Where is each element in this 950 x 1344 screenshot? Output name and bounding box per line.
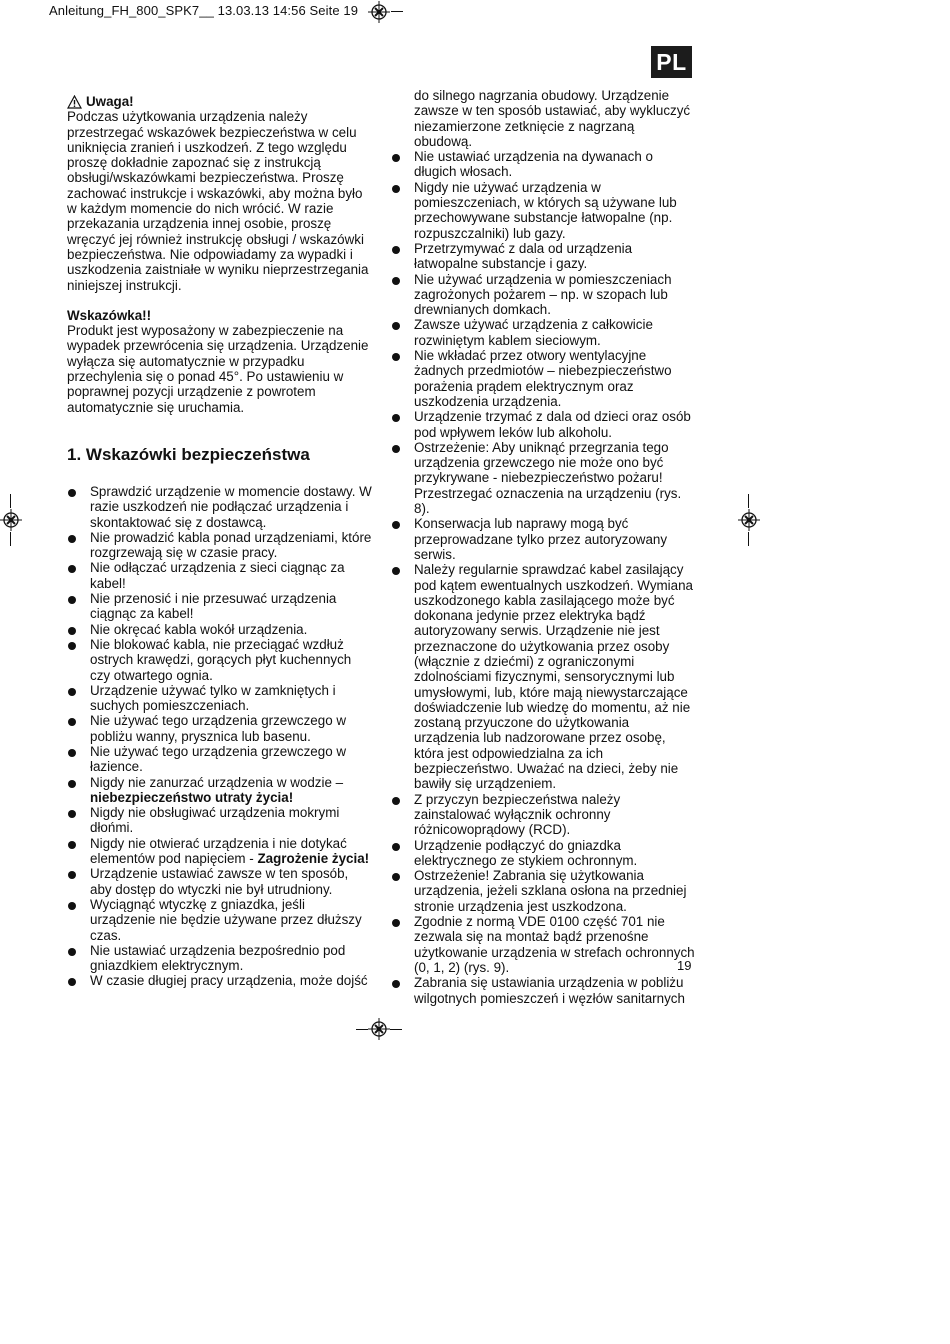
list-item: Nie przenosić i nie przesuwać urządzenia ciągnąc za kabel! — [67, 591, 372, 622]
right-intro-text: do silnego nagrzania obudowy. Urządzenie zawsze w ten sposób ustawiać, aby wykluczyć niezamierzone zetknięcie z nagrzaną obudową. — [414, 88, 691, 149]
list-item: Konserwacja lub naprawy mogą być przeprowadzane tylko przez autoryzowany serwis. — [391, 516, 696, 562]
header-page-label: Seite 19 — [309, 3, 359, 18]
list-item: Zawsze używać urządzenia z całkowicie rozwiniętym kablem sieciowym. — [391, 317, 696, 348]
warning-heading — [67, 94, 372, 109]
crop-line — [748, 532, 749, 546]
warning-title: Uwaga! — [86, 94, 134, 109]
bullet-dot-icon — [68, 627, 76, 635]
bullet-dot-icon — [392, 246, 400, 254]
registration-mark-icon — [368, 1018, 390, 1040]
bullet-dot-icon — [392, 414, 400, 422]
bullet-dot-icon — [392, 521, 400, 529]
crop-line — [10, 494, 11, 508]
list-item: Nigdy nie używać urządzenia w pomieszczeniach, w których są używane lub przechowywane substancje łatwopalne (np. rozpuszczalniki) lub gazy. — [391, 180, 696, 241]
crop-line — [10, 532, 11, 546]
list-item: Ostrzeżenie: Aby uniknąć przegrzania tego urządzenia grzewczego nie może ono być przykrywane - niebezpieczeństwo pożaru! Przestrzegać oznaczenia na urządzeniu (rys. 8). — [391, 440, 696, 516]
bullet-dot-icon — [68, 902, 76, 910]
list-item: Nie ustawiać urządzenia na dywanach o długich włosach. — [391, 149, 696, 180]
bullet-dot-icon — [68, 780, 76, 788]
bullet-dot-icon — [392, 873, 400, 881]
list-item: Nie wkładać przez otwory wentylacyjne żadnych przedmiotów – niebezpieczeństwo porażenia prądem elektrycznym oraz uszkodzenia urządzenia. — [391, 348, 696, 409]
bullet-dot-icon — [392, 797, 400, 805]
list-item: Urządzenie używać tylko w zamkniętych i suchych pomieszczeniach. — [67, 683, 372, 714]
left-column — [67, 94, 372, 989]
crop-line — [391, 11, 403, 12]
list-item: Nie używać tego urządzenia grzewczego w łazience. — [67, 744, 372, 775]
bullet-dot-icon — [392, 277, 400, 285]
list-item: Urządzenie podłączyć do gniazdka elektrycznego ze stykiem ochronnym. — [391, 838, 696, 869]
bullet-dot-icon — [392, 154, 400, 162]
list-item: Ostrzeżenie! Zabrania się użytkowania urządzenia, jeżeli szklana osłona na przedniej stronie urządzenia jest uszkodzona. — [391, 868, 696, 914]
registration-mark-icon — [738, 509, 760, 531]
bullet-dot-icon — [68, 841, 76, 849]
section-title: 1. Wskazówki bezpieczeństwa — [67, 444, 310, 464]
header-time: 14:56 — [272, 3, 306, 18]
bullet-dot-icon — [68, 871, 76, 879]
bullet-dot-icon — [392, 322, 400, 330]
list-item: Nigdy nie obsługiwać urządzenia mokrymi dłońmi. — [67, 805, 372, 836]
bullet-dot-icon — [68, 565, 76, 573]
hint-title: Wskazówka!! — [67, 307, 152, 323]
list-item: Urządzenie ustawiać zawsze w ten sposób, aby dostęp do wtyczki nie był utrudniony. — [67, 866, 372, 897]
right-column — [414, 88, 696, 1006]
crop-line — [390, 1029, 402, 1030]
list-item: Nie używać tego urządzenia grzewczego w pobliżu wanny, prysznica lub basenu. — [67, 713, 372, 744]
list-item: Nie używać urządzenia w pomieszczeniach zagrożonych pożarem – np. w szopach lub drewnianych domkach. — [391, 272, 696, 318]
list-item: Zgodnie z normą VDE 0100 część 701 nie zezwala się na montaż bądź przenośne użytkowanie urządzenia w strefach ochronnych (0, 1, 2) (rys. 9). — [391, 914, 696, 975]
bullet-dot-icon — [68, 948, 76, 956]
list-item: Nie okręcać kabla wokół urządzenia. — [67, 622, 372, 637]
list-item: Sprawdzić urządzenie w momencie dostawy. W razie uszkodzeń nie podłączać urządzenia i skontaktować się z dostawcą. — [67, 484, 372, 530]
list-item: Należy regularnie sprawdzać kabel zasilający pod kątem ewentualnych uszkodzeń. Wymiana uszkodzonego kabla zasilającego może być dokonana jedynie przez elektryka bądź autoryzowany serwis. Urządzenie nie jest przeznaczone do użytkowania przez osoby (włącznie z dziećmi) z ograniczonymi zdolnościami fizycznymi, sensorycznymi lub umysłowymi, lub, które mają niewystarczające doświadczenie lub wiedzę do momentu, aż nie zostaną przyuczone do użytkowania urządzenia lub nadzorowane przez osobę, która jest odpowiedzialna za ich bezpieczeństwo. Uważać na dzieci, żeby nie bawiły się urządzeniem. — [391, 562, 696, 791]
bullet-dot-icon — [68, 749, 76, 757]
list-item: Nie blokować kabla, nie przeciągać wzdłuż ostrych krawędzi, gorących płyt kuchennych czy otwartego ognia. — [67, 637, 372, 683]
bullet-dot-icon — [392, 445, 400, 453]
list-item: Urządzenie trzymać z dala od dzieci oraz osób pod wpływem leków lub alkoholu. — [391, 409, 696, 440]
bullet-dot-icon — [392, 980, 400, 988]
list-item: Nie odłączać urządzenia z sieci ciągnąc za kabel! — [67, 560, 372, 591]
bullet-dot-icon — [392, 185, 400, 193]
print-header — [49, 3, 358, 18]
list-item: Nigdy nie zanurzać urządzenia w wodzie – niebezpieczeństwo utraty życia! — [67, 775, 372, 806]
list-item: Nie ustawiać urządzenia bezpośrednio pod gniazdkiem elektrycznym. — [67, 943, 372, 974]
list-item: Nigdy nie otwierać urządzenia i nie dotykać elementów pod napięciem - Zagrożenie życia! — [67, 836, 372, 867]
bullet-dot-icon — [392, 353, 400, 361]
left-bullet-list — [67, 484, 372, 989]
list-item: Z przyczyn bezpieczeństwa należy zainstalować wyłącznik ochronny różnicowoprądowy (RCD). — [391, 792, 696, 838]
list-item: Wyciągnąć wtyczkę z gniazdka, jeśli urządzenie nie będzie używane przez dłuższy czas. — [67, 897, 372, 943]
bullet-dot-icon — [68, 642, 76, 650]
bullet-dot-icon — [68, 535, 76, 543]
right-bullet-list — [391, 149, 696, 1006]
page-number: 19 — [677, 958, 692, 973]
list-item: Przetrzymywać z dala od urządzenia łatwopalne substancje i gazy. — [391, 241, 696, 272]
bullet-dot-icon — [68, 489, 76, 497]
bullet-dot-icon — [68, 718, 76, 726]
warning-text: Podczas użytkowania urządzenia należy przestrzegać wskazówek bezpieczeństwa w celu uniknięcia zranień i uszkodzeń. Z tego względu proszę dokładnie zapoznać się z instrukcją obsługi/wskazówkami bezpieczeństwa. Proszę zachować instrukcje i wskazówki, aby można było w każdym momencie do nich wrócić. W razie przekazania urządzenia innej osobie, proszę wręczyć jej również instrukcję obsługi / wskazówki bezpieczeństwa. Nie odpowiadamy za wypadki i uszkodzenia zaistniałe w wyniku nieprzestrzegania niniejszej instrukcji. — [67, 109, 369, 293]
header-file: Anleitung_FH_800_SPK7__ — [49, 3, 214, 18]
header-date: 13.03.13 — [217, 3, 270, 18]
list-item: Nie prowadzić kabla ponad urządzeniami, które rozgrzewają się w czasie pracy. — [67, 530, 372, 561]
bullet-dot-icon — [392, 843, 400, 851]
hint-text: Produkt jest wyposażony w zabezpieczenie na wypadek przewrócenia się urządzenia. Urządzenie wyłącza się automatycznie w przypadku przechylenia się o ponad 45°. Po ustawieniu w poprawnej pozycji urządzenie z powrotem automatycznie się uruchamia. — [67, 323, 369, 415]
list-item: Zabrania się ustawiania urządzenia w pobliżu wilgotnych pomieszczeń i węzłów sanitarnych — [391, 975, 696, 1006]
list-item: W czasie długiej pracy urządzenia, może dojść — [67, 973, 372, 988]
warning-triangle-icon — [67, 95, 82, 109]
crop-line — [748, 494, 749, 508]
bullet-dot-icon — [68, 688, 76, 696]
bullet-dot-icon — [68, 596, 76, 604]
registration-mark-icon — [368, 1, 390, 23]
bullet-dot-icon — [392, 567, 400, 575]
language-badge: PL — [651, 46, 692, 78]
bullet-dot-icon — [68, 810, 76, 818]
crop-line — [356, 1029, 368, 1030]
bullet-dot-icon — [392, 919, 400, 927]
registration-mark-icon — [0, 509, 22, 531]
bullet-dot-icon — [68, 978, 76, 986]
